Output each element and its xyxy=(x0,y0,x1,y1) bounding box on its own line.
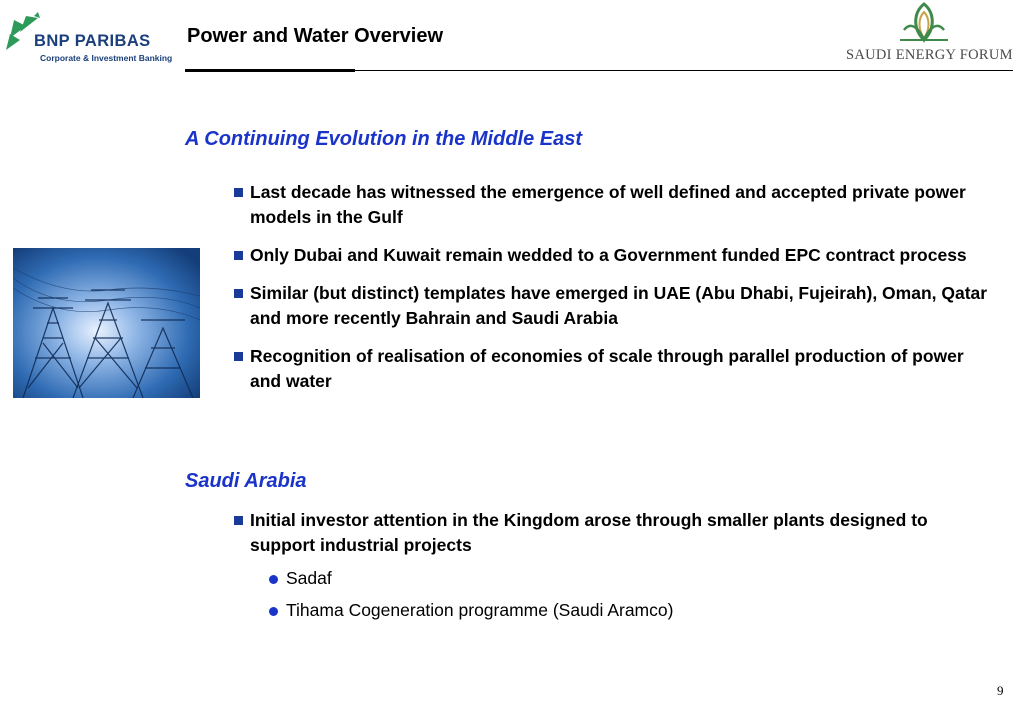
list-item xyxy=(234,508,964,558)
square-bullet-icon xyxy=(234,352,243,361)
transmission-towers-photo xyxy=(13,248,200,398)
saudi-energy-forum-logo xyxy=(840,0,1020,70)
middle-east-bullet-list xyxy=(234,180,994,394)
list-item xyxy=(269,598,673,623)
palm-emblem-icon xyxy=(896,0,952,44)
square-bullet-icon xyxy=(234,188,243,197)
bullet-text: Recognition of realisation of economies of scale through parallel production of power and water xyxy=(250,346,964,391)
header-divider-accent xyxy=(185,69,355,72)
page-number: 9 xyxy=(997,683,1004,698)
saudi-energy-forum-name: SAUDI ENERGY FORUM xyxy=(846,47,1013,63)
bnp-paribas-logo xyxy=(4,10,174,66)
bnp-logo-name: BNP PARIBAS xyxy=(34,32,151,50)
square-bullet-icon xyxy=(234,516,243,525)
sub-bullet-text: Tihama Cogeneration programme (Saudi Aramco) xyxy=(286,600,674,620)
bullet-text: Similar (but distinct) templates have emerged in UAE (Abu Dhabi, Fujeirah), Oman, Qatar and more recently Bahrain and Saudi Arabia xyxy=(250,283,988,328)
list-item xyxy=(269,566,673,591)
list-item xyxy=(234,180,994,230)
square-bullet-icon xyxy=(234,289,243,298)
saudi-arabia-sub-list xyxy=(269,566,673,623)
page-title: Power and Water Overview xyxy=(187,25,444,47)
square-bullet-icon xyxy=(234,251,243,260)
bullet-text: Last decade has witnessed the emergence of well defined and accepted private power models in the Gulf xyxy=(250,182,966,227)
round-bullet-icon xyxy=(269,607,278,616)
bullet-text: Only Dubai and Kuwait remain wedded to a Government funded EPC contract process xyxy=(250,245,967,265)
list-item xyxy=(234,243,994,268)
round-bullet-icon xyxy=(269,575,278,584)
bnp-logo-subtitle: Corporate & Investment Banking xyxy=(40,53,173,63)
list-item xyxy=(234,281,994,331)
bullet-text: Initial investor attention in the Kingdom arose through smaller plants designed to support industrial projects xyxy=(250,510,928,555)
list-item xyxy=(234,344,994,394)
section-heading-middle-east: A Continuing Evolution in the Middle East xyxy=(185,128,583,150)
section-heading-saudi-arabia: Saudi Arabia xyxy=(185,470,307,492)
sub-bullet-text: Sadaf xyxy=(286,568,332,588)
saudi-arabia-bullet-list xyxy=(234,508,964,558)
